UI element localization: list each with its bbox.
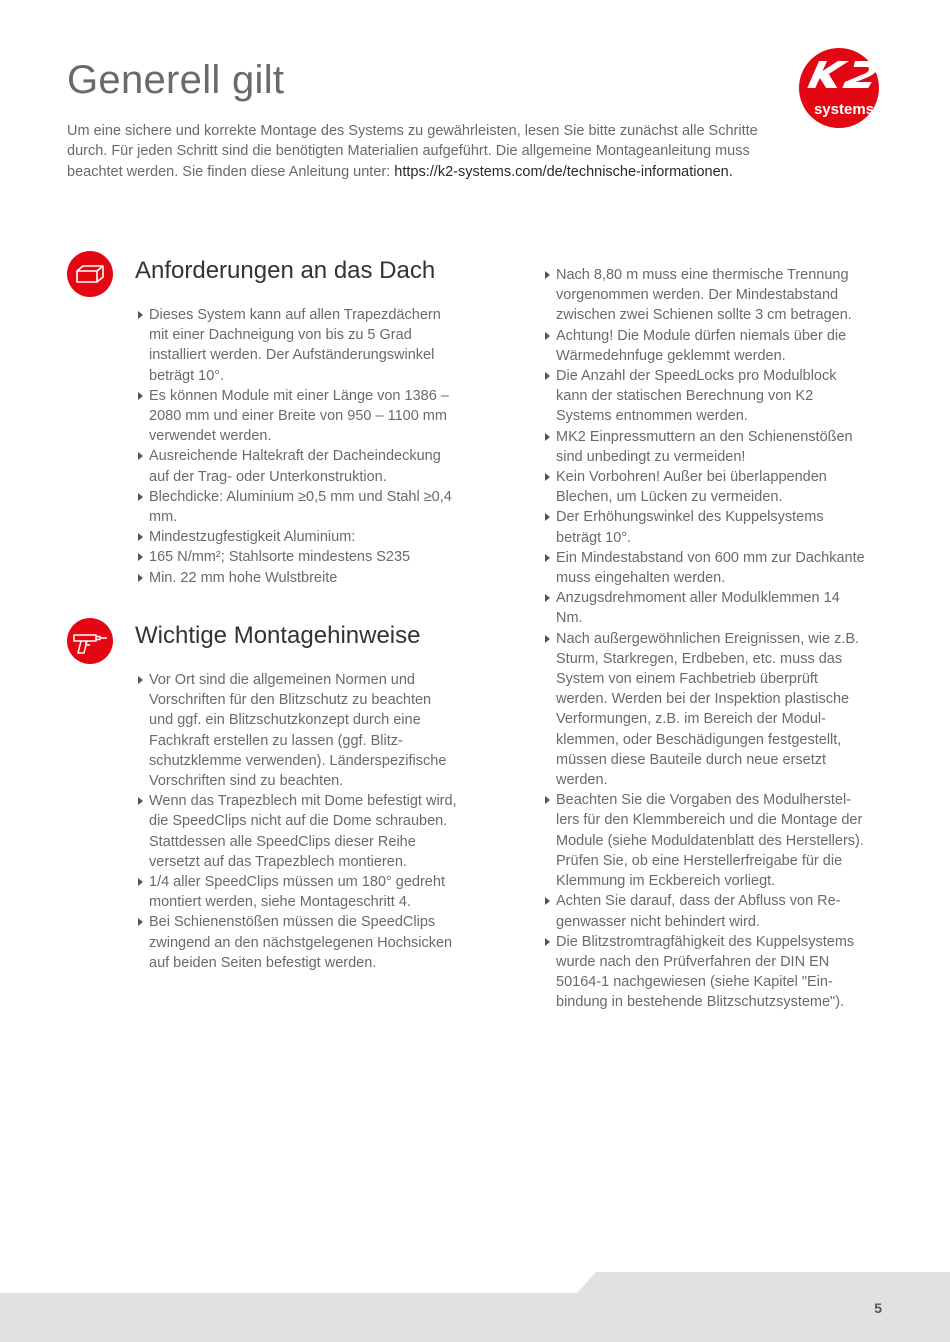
additional-note-item: MK2 Einpressmuttern an den Schienenstößen sind unbedingt zu vermeiden! bbox=[543, 427, 865, 467]
additional-note-item: Achten Sie darauf, dass der Abfluss von Regenwasser nicht behindert wird. bbox=[543, 891, 865, 931]
additional-note-item: Kein Vorbohren! Außer bei überlappenden Blechen, um Lücken zu vermeiden. bbox=[543, 467, 865, 507]
roof-requirement-item: Ausreichende Haltekraft der Dacheindeckung auf der Trag- oder Unterkonstruktion. bbox=[136, 446, 456, 486]
page-title: Generell gilt bbox=[67, 58, 285, 102]
additional-note-item: Ein Mindestabstand von 600 mm zur Dachkante muss eingehalten werden. bbox=[543, 548, 865, 588]
roof-block-icon bbox=[67, 251, 113, 297]
section-heading-mounting: Wichtige Montagehinweise bbox=[135, 622, 421, 649]
mounting-note-item: Wenn das Trapezblech mit Dome befestigt wird, die SpeedClips nicht auf die Dome schrauben. Stattdessen alle SpeedClips dieser Reihe versetzt auf das Trapezblech montieren. bbox=[136, 791, 458, 872]
roof-requirement-item: Dieses System kann auf allen Trapezdächern mit einer Dachneigung von bis zu 5 Grad installiert werden. Der Aufständerungswinkel beträgt 10°. bbox=[136, 305, 456, 386]
additional-note-item: Achtung! Die Module dürfen niemals über die Wärmedehnfuge geklemmt werden. bbox=[543, 326, 865, 366]
roof-requirement-item: 165 N/mm²; Stahlsorte mindestens S235 bbox=[136, 547, 456, 567]
roof-requirement-item: Mindestzugfestigkeit Aluminium: bbox=[136, 527, 456, 547]
additional-note-item: Nach außergewöhnlichen Ereignissen, wie z.B. Sturm, Starkregen, Erdbeben, etc. muss das System von einem Fachbetrieb überprüft werden. Werden bei der Inspektion plastische Verformungen, z.B. im Bereich der Modulklemmen, oder Beschädigungen festgestellt, müssen diese Bauteile durch neue ersetzt werden. bbox=[543, 629, 865, 791]
section-heading-roof: Anforderungen an das Dach bbox=[135, 257, 436, 284]
additional-note-item: Anzugsdrehmoment aller Modulklemmen 14 Nm. bbox=[543, 588, 865, 628]
additional-note-item: Die Anzahl der SpeedLocks pro Modulblock kann der statischen Berechnung von K2 Systems entnommen werden. bbox=[543, 366, 865, 427]
manual-link[interactable]: https://k2-systems.com/de/technische-informationen. bbox=[394, 163, 733, 180]
intro-text: Um eine sichere und korrekte Montage des Systems zu gewährleisten, lesen Sie bitte zunächst alle Schritte durch. Für jeden Schritt sind die benötigten Materialien aufgeführt. Die allgemeine Montageanleitung muss beachtet werden. Sie finden diese Anleitung unter: bbox=[67, 123, 758, 180]
roof-requirement-item: Es können Module mit einer Länge von 1386 – 2080 mm und einer Breite von 950 – 1100 mm verwendet werden. bbox=[136, 386, 456, 447]
additional-notes-list bbox=[543, 265, 865, 1013]
additional-note-item: Nach 8,80 m muss eine thermische Trennung vorgenommen werden. Der Mindestabstand zwischen zwei Schienen sollte 3 cm betragen. bbox=[543, 265, 865, 326]
additional-note-item: Beachten Sie die Vorgaben des Modulherstellers für den Klemmbereich und die Montage der Module (siehe Moduldatenblatt des Herstellers). Prüfen Sie, ob eine Herstellerfreigabe für die Klemmung im Eckbereich vorliegt. bbox=[543, 790, 865, 891]
additional-note-item: Die Blitzstromtragfähigkeit des Kuppelsystems wurde nach den Prüfverfahren der DIN EN 50164-1 nachgewiesen (siehe Kapitel "Einbindung in bestehende Blitzschutzsysteme"). bbox=[543, 932, 865, 1013]
intro-paragraph bbox=[67, 121, 787, 182]
footer-band bbox=[0, 1272, 950, 1342]
page-number: 5 bbox=[874, 1300, 882, 1316]
roof-requirements-list bbox=[136, 305, 456, 588]
mounting-note-item: Vor Ort sind die allgemeinen Normen und Vorschriften für den Blitzschutz zu beachten und ggf. ein Blitzschutzkonzept durch eine Fachkraft erstellen zu lassen (ggf. Blitzschutzklemme verwenden). Länderspezifische Vorschriften sind zu beachten. bbox=[136, 670, 458, 791]
drill-icon bbox=[67, 618, 113, 664]
additional-note-item: Der Erhöhungswinkel des Kuppelsystems beträgt 10°. bbox=[543, 507, 865, 547]
mounting-notes-list bbox=[136, 670, 458, 973]
mounting-note-item: 1/4 aller SpeedClips müssen um 180° gedreht montiert werden, siehe Montageschritt 4. bbox=[136, 872, 458, 912]
svg-text:systems: systems bbox=[813, 101, 875, 118]
roof-requirement-item: Min. 22 mm hohe Wulstbreite bbox=[136, 568, 456, 588]
roof-requirement-item: Blechdicke: Aluminium ≥0,5 mm und Stahl ≥0,4 mm. bbox=[136, 487, 456, 527]
mounting-note-item: Bei Schienenstößen müssen die SpeedClips zwingend an den nächstgelegenen Hochsicken auf beiden Seiten befestigt werden. bbox=[136, 912, 458, 973]
k2-systems-logo bbox=[793, 45, 885, 130]
